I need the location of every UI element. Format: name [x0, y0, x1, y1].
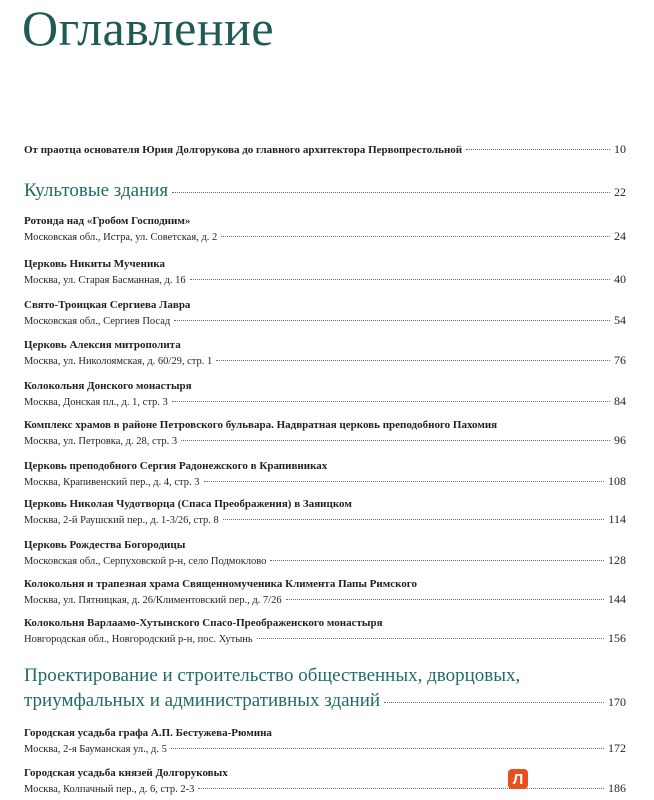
dot-leader [221, 236, 610, 237]
entry-address-line [24, 272, 626, 287]
entry-address-line [24, 592, 626, 607]
entry-address: Московская обл., Серпуховской р-н, село Подмоклово [24, 556, 267, 567]
page-number: 172 [608, 741, 626, 755]
page-number: 156 [608, 631, 626, 645]
entry-address: Москва, ул. Старая Басманная, д. 16 [24, 275, 186, 286]
entry-title: Церковь Алексия митрополита [24, 339, 181, 351]
page-number: 96 [614, 433, 626, 447]
entry-address: Москва, ул. Пятницкая, д. 26/Климентовский пер., д. 7/26 [24, 595, 282, 606]
toc-section-heading[interactable] [24, 180, 626, 202]
entry-title: Церковь Николая Чудотворца (Спаса Преображения) в Заяицком [24, 498, 352, 510]
entry-address: Москва, ул. Николоямская, д. 60/29, стр. 1 [24, 356, 213, 367]
dot-leader [198, 788, 604, 789]
section-title-line1[interactable]: Проектирование и строительство общественных, дворцовых, [24, 665, 521, 686]
entry-address-line [24, 394, 626, 409]
entry-address-line [24, 474, 626, 489]
entry-title: Комплекс храмов в районе Петровского бульвара. Надвратная церковь преподобного Пахомия [24, 419, 498, 431]
toc-intro-entry[interactable] [24, 142, 626, 157]
entry-address-line [24, 313, 626, 328]
page-number: 128 [608, 553, 626, 567]
entry-address: Москва, ул. Петровка, д. 28, стр. 3 [24, 436, 178, 447]
dot-leader [172, 401, 610, 402]
dot-leader [223, 519, 605, 520]
page-number: 10 [614, 142, 626, 156]
page-number: 170 [608, 695, 626, 709]
entry-address: Московская обл., Сергиев Посад [24, 316, 171, 327]
dot-leader [270, 560, 604, 561]
dot-leader [181, 440, 610, 441]
entry-address: Москва, 2-й Раушский пер., д. 1-3/26, стр. 8 [24, 515, 219, 526]
page-number: 84 [614, 394, 626, 408]
entry-title: Церковь Рождества Богородицы [24, 539, 186, 551]
entry-title: Городская усадьба графа А.П. Бестужева-Рюмина [24, 727, 272, 739]
entry-address-line [24, 781, 626, 796]
page-number: 108 [608, 474, 626, 488]
entry-address-line [24, 741, 626, 756]
labirint-logo-icon: Л [508, 769, 528, 789]
page-number: 40 [614, 272, 626, 286]
page-number: 144 [608, 592, 626, 606]
entry-title: Церковь преподобного Сергия Радонежского в Крапивниках [24, 460, 328, 472]
entry-title: Колокольня и трапезная храма Священномученика Климента Папы Римского [24, 578, 418, 590]
dot-leader [466, 149, 610, 150]
entry-title: Колокольня Донского монастыря [24, 380, 192, 392]
entry-title: Свято-Троицкая Сергиева Лавра [24, 299, 191, 311]
page-number: 186 [608, 781, 626, 795]
page-number: 22 [614, 185, 626, 199]
entry-address: Москва, Донская пл., д. 1, стр. 3 [24, 397, 168, 408]
toc-section-heading[interactable] [24, 690, 626, 712]
page-title: Оглавление [22, 0, 275, 56]
section-title-line2: триумфальных и административных зданий [24, 690, 381, 711]
dot-leader [384, 702, 604, 703]
dot-leader [257, 638, 604, 639]
entry-address-line [24, 353, 626, 368]
page-number: 76 [614, 353, 626, 367]
entry-address: Москва, Колпачный пер., д. 6, стр. 2-3 [24, 784, 195, 795]
entry-address-line [24, 553, 626, 568]
dot-leader [172, 192, 610, 193]
dot-leader [171, 748, 604, 749]
page-number: 54 [614, 313, 626, 327]
entry-title: Городская усадьба князей Долгоруковых [24, 767, 228, 779]
toc-intro-title: От праотца основателя Юрия Долгорукова до главного архитектора Первопрестольной [24, 144, 463, 156]
entry-title: Колокольня Варлаамо-Хутынского Спасо-Преображенского монастыря [24, 617, 383, 629]
page-number: 24 [614, 229, 626, 243]
dot-leader [286, 599, 604, 600]
entry-address: Москва, Крапивенский пер., д. 4, стр. 3 [24, 477, 200, 488]
entry-address: Москва, 2-я Бауманская ул., д. 5 [24, 744, 167, 755]
entry-address-line [24, 433, 626, 448]
dot-leader [216, 360, 610, 361]
section-title: Культовые здания [24, 180, 169, 201]
entry-address-line [24, 631, 626, 646]
page-number: 114 [608, 512, 626, 526]
entry-title: Церковь Никиты Мученика [24, 258, 165, 270]
entry-address: Новгородская обл., Новгородский р-н, пос. Хутынь [24, 634, 253, 645]
entry-address: Московская обл., Истра, ул. Советская, д. 2 [24, 232, 218, 243]
entry-address-line [24, 229, 626, 244]
entry-address-line [24, 512, 626, 527]
entry-title: Ротонда над «Гробом Господним» [24, 215, 191, 227]
dot-leader [174, 320, 610, 321]
dot-leader [190, 279, 610, 280]
dot-leader [204, 481, 604, 482]
